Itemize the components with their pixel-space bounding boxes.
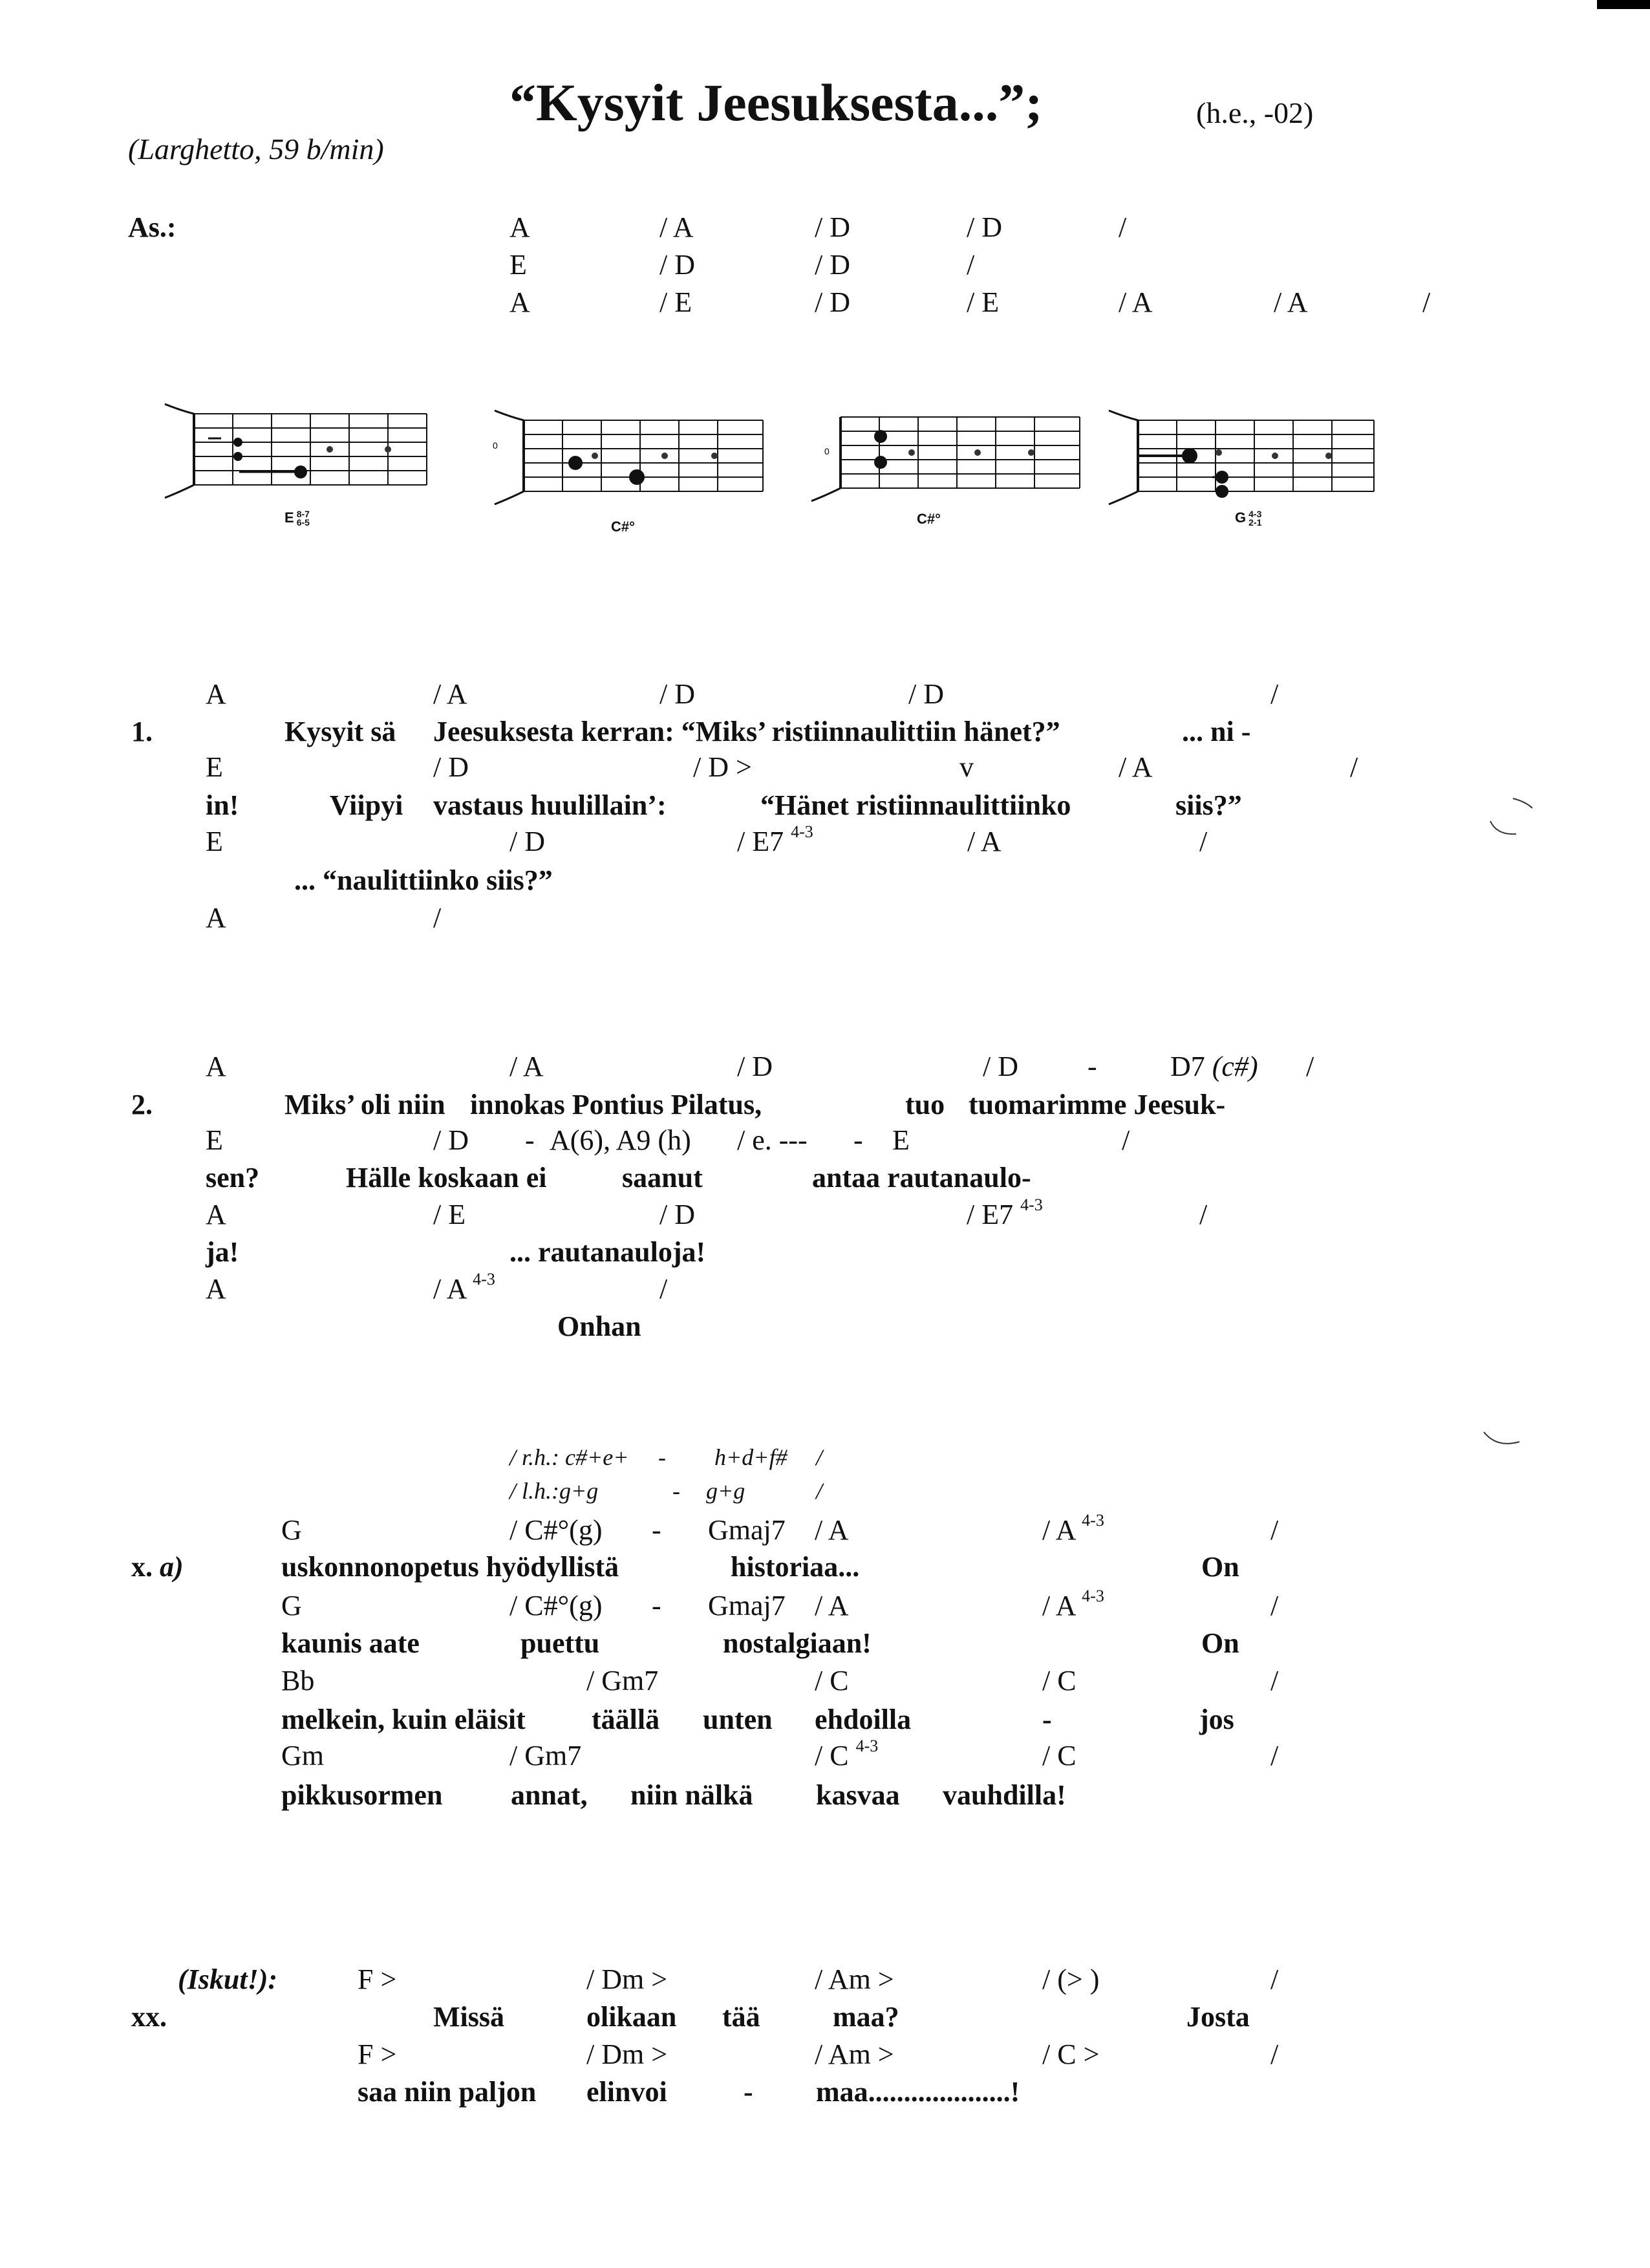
chord: A bbox=[206, 1199, 226, 1230]
right-hand-note: h+d+f# bbox=[714, 1444, 788, 1470]
chord: A bbox=[206, 678, 226, 710]
lyric: siis?” bbox=[1175, 789, 1242, 821]
lyric: annat, bbox=[511, 1779, 588, 1811]
left-hand-note: g+g bbox=[706, 1478, 745, 1504]
chord: E bbox=[206, 826, 223, 857]
chord: / E bbox=[659, 286, 692, 318]
stroke-mark: v bbox=[959, 751, 974, 783]
bar-line: / bbox=[1306, 1051, 1314, 1082]
lyric: elinvoi bbox=[586, 2076, 667, 2108]
lyric: saanut bbox=[622, 1162, 703, 1193]
suspension: 4-3 bbox=[1082, 1587, 1104, 1605]
chord: F > bbox=[358, 1963, 397, 1995]
lyric: jos bbox=[1199, 1704, 1234, 1735]
lyric: kasvaa bbox=[816, 1779, 900, 1811]
bar-line: / bbox=[1270, 1665, 1279, 1696]
diagram-chord-name: C#° bbox=[611, 519, 635, 535]
chord: / D bbox=[815, 249, 850, 281]
diagram-label bbox=[284, 509, 310, 527]
lyric: antaa rautanaulo- bbox=[812, 1162, 1031, 1193]
chord: D7 bbox=[1170, 1051, 1205, 1082]
song-title: “Kysyit Jeesuksesta...”; bbox=[509, 73, 1043, 132]
bar-line: / bbox=[816, 1478, 823, 1504]
lyric: On bbox=[1201, 1627, 1239, 1659]
chord: / Gm7 bbox=[509, 1740, 582, 1771]
lyric: kaunis aate bbox=[281, 1627, 420, 1659]
chord: Gmaj7 bbox=[708, 1590, 786, 1621]
chord: / D bbox=[815, 211, 850, 243]
diagram-label bbox=[1235, 509, 1261, 527]
lyric: Josta bbox=[1186, 2001, 1250, 2033]
bar-line: / bbox=[1270, 1590, 1279, 1621]
dash: - bbox=[853, 1124, 863, 1156]
dash: - bbox=[1042, 1704, 1052, 1735]
bar-line: / bbox=[1350, 751, 1358, 783]
fingering-bottom: 6-5 bbox=[296, 517, 310, 528]
author-note: (h.e., -02) bbox=[1196, 96, 1314, 129]
fingering-top: 8-7 bbox=[296, 509, 310, 520]
chord: A bbox=[509, 286, 530, 318]
chord: / D bbox=[509, 826, 545, 857]
bar-line: / bbox=[967, 249, 975, 281]
chord: / D bbox=[908, 678, 944, 710]
lyric: Kysyit sä bbox=[284, 716, 396, 747]
lyric: vauhdilla! bbox=[943, 1779, 1066, 1811]
bar-line: / bbox=[1270, 678, 1279, 710]
chord: / C bbox=[815, 1665, 849, 1696]
svg-text:0: 0 bbox=[824, 446, 830, 456]
chord: / D bbox=[659, 1199, 695, 1230]
bar-line: / bbox=[1119, 211, 1127, 243]
chord: / A bbox=[1042, 1590, 1075, 1621]
lyric: historiaa... bbox=[731, 1551, 860, 1583]
lyric: in! bbox=[206, 789, 239, 821]
suspension: 4-3 bbox=[791, 822, 813, 841]
diagram-chord-name: G bbox=[1235, 509, 1247, 526]
chord-diagram-csharp-dim-2 bbox=[808, 404, 1086, 533]
chord: / D bbox=[433, 751, 469, 783]
chord-diagram-g bbox=[1106, 407, 1390, 543]
bar-line: / bbox=[659, 1273, 668, 1305]
suspension: 4-3 bbox=[855, 1737, 879, 1755]
dash: - bbox=[525, 1124, 535, 1156]
lyric: melkein, kuin eläisit bbox=[281, 1704, 526, 1735]
chord: / A bbox=[815, 1514, 849, 1546]
chord: Gmaj7 bbox=[708, 1514, 786, 1546]
chord: E bbox=[206, 751, 223, 783]
chord-with-suspension bbox=[815, 1737, 879, 1771]
chord: / C bbox=[815, 1740, 849, 1771]
lyric: ehdoilla bbox=[815, 1704, 912, 1735]
chord: / C#°(g) bbox=[509, 1590, 603, 1621]
bar-line: / bbox=[1199, 1199, 1208, 1230]
bar-line: / bbox=[1270, 1963, 1279, 1995]
chord: / Dm > bbox=[586, 2038, 668, 2070]
lyric: vastaus huulillain’: bbox=[433, 789, 667, 821]
chord: Bb bbox=[281, 1665, 315, 1696]
chord bbox=[1170, 1053, 1258, 1081]
lyric: Jeesuksesta kerran: “Miks’ ristiinnaulittiin hänet?” bbox=[433, 716, 1060, 747]
dash: - bbox=[652, 1590, 661, 1621]
dash: - bbox=[1088, 1051, 1097, 1082]
bar-line: / bbox=[1270, 2038, 1279, 2070]
scan-curve-mark bbox=[1481, 1422, 1532, 1461]
lyric: tää bbox=[722, 2001, 760, 2033]
chord: E bbox=[509, 249, 527, 281]
chord: / A bbox=[967, 826, 1002, 857]
scan-edge-mark bbox=[1597, 0, 1650, 9]
lyric: olikaan bbox=[586, 2001, 677, 2033]
chord: / C > bbox=[1042, 2038, 1100, 2070]
right-hand-note: / r.h.: c#+e+ bbox=[509, 1444, 629, 1470]
chord-diagram-csharp-dim-1 bbox=[491, 407, 769, 543]
chord: / D > bbox=[693, 751, 752, 783]
lyric: sen? bbox=[206, 1162, 260, 1193]
suspension: 4-3 bbox=[1020, 1195, 1043, 1214]
chord: / A bbox=[433, 1273, 466, 1305]
chord: / D bbox=[433, 1124, 469, 1156]
lyric: täällä bbox=[592, 1704, 660, 1735]
chord: E bbox=[892, 1124, 910, 1156]
fretboard-g bbox=[1106, 407, 1390, 520]
lyric: tuo bbox=[905, 1089, 945, 1120]
bar-line: / bbox=[433, 902, 442, 934]
chord: / C bbox=[1042, 1665, 1077, 1696]
chord: / D bbox=[737, 1051, 773, 1082]
chord: / A bbox=[509, 1051, 544, 1082]
chord: A bbox=[206, 1273, 226, 1305]
section-number: xx. bbox=[131, 2001, 167, 2033]
diagram-chord-name: E bbox=[284, 509, 294, 526]
tempo-marking: (Larghetto, 59 b/min) bbox=[128, 133, 384, 166]
chord: / e. --- bbox=[737, 1124, 808, 1156]
dash: - bbox=[672, 1478, 680, 1504]
section-label: x. bbox=[131, 1551, 153, 1583]
verse-number: 2. bbox=[131, 1089, 153, 1120]
chord: / C#°(g) bbox=[509, 1514, 603, 1546]
lyric: unten bbox=[703, 1704, 773, 1735]
intro-label: As.: bbox=[128, 211, 177, 243]
chord-with-suspension bbox=[737, 822, 813, 857]
chord: / A bbox=[1042, 1514, 1075, 1546]
suspension: 4-3 bbox=[1082, 1511, 1104, 1530]
chord: / D bbox=[659, 678, 695, 710]
chord: / D bbox=[815, 286, 850, 318]
lyric: innokas Pontius Pilatus, bbox=[470, 1089, 762, 1120]
lyric: Miks’ oli niin bbox=[284, 1089, 445, 1120]
chord: / D bbox=[659, 249, 695, 281]
bass-note: (c#) bbox=[1212, 1051, 1258, 1082]
chord: / E7 bbox=[967, 1199, 1014, 1230]
bar-line: / bbox=[1270, 1740, 1279, 1771]
left-hand-note: / l.h.:g+g bbox=[509, 1478, 599, 1504]
lyric: On bbox=[1201, 1551, 1239, 1583]
lyric: “Hänet ristiinnaulittiinko bbox=[760, 789, 1071, 821]
bar-line: / bbox=[1422, 286, 1431, 318]
dash: - bbox=[744, 2076, 753, 2108]
section-number bbox=[131, 1553, 184, 1581]
lyric: Viipyi bbox=[330, 789, 403, 821]
chord: A bbox=[206, 1051, 226, 1082]
lyric: maa? bbox=[833, 2001, 899, 2033]
lyric: tuomarimme Jeesuk- bbox=[969, 1089, 1226, 1120]
chord: / E bbox=[433, 1199, 466, 1230]
fingering-top: 4-3 bbox=[1248, 509, 1262, 520]
lyric: ... “naulittiinko siis?” bbox=[294, 864, 553, 896]
bar-line: / bbox=[1122, 1124, 1130, 1156]
lyric: pikkusormen bbox=[281, 1779, 443, 1811]
chord: Gm bbox=[281, 1740, 324, 1771]
lyric: Onhan bbox=[557, 1311, 641, 1342]
chord: G bbox=[281, 1514, 302, 1546]
lyric: ... ni - bbox=[1182, 716, 1251, 747]
svg-text:0: 0 bbox=[493, 440, 498, 451]
chord: G bbox=[281, 1590, 302, 1621]
bar-line: / bbox=[1270, 1514, 1279, 1546]
suspension: 4-3 bbox=[473, 1270, 495, 1289]
chord-with-suspension bbox=[1042, 1511, 1104, 1546]
dash: - bbox=[652, 1514, 661, 1546]
lyric: saa niin paljon bbox=[358, 2076, 537, 2108]
chord: / A bbox=[1119, 751, 1153, 783]
dash: - bbox=[658, 1444, 666, 1470]
lyric: ja! bbox=[206, 1236, 239, 1268]
chord: / A bbox=[1274, 286, 1308, 318]
chord: / Am > bbox=[815, 2038, 894, 2070]
chord: / Gm7 bbox=[586, 1665, 659, 1696]
chord: / Am > bbox=[815, 1963, 894, 1995]
diagram-chord-name: C#° bbox=[917, 511, 941, 527]
chord: A bbox=[206, 902, 226, 934]
fretboard-csharp-dim-2 bbox=[808, 404, 1086, 514]
lyric: ... rautanauloja! bbox=[509, 1236, 706, 1268]
chord: / (> ) bbox=[1042, 1963, 1100, 1995]
chord: / A bbox=[815, 1590, 849, 1621]
lyric: puettu bbox=[520, 1627, 600, 1659]
scan-curve-mark bbox=[1487, 795, 1539, 847]
chord: / E7 bbox=[737, 826, 784, 857]
lyric: maa....................! bbox=[816, 2076, 1020, 2108]
chord: E bbox=[206, 1124, 223, 1156]
chord-with-suspension bbox=[433, 1270, 495, 1305]
fingering-bottom: 2-1 bbox=[1248, 517, 1262, 528]
chord: / D bbox=[983, 1051, 1018, 1082]
lyric: nostalgiaan! bbox=[723, 1627, 872, 1659]
chord: / D bbox=[967, 211, 1002, 243]
lyric: uskonnonopetus hyödyllistä bbox=[281, 1551, 619, 1583]
chord: / C bbox=[1042, 1740, 1077, 1771]
chord-with-suspension bbox=[967, 1195, 1043, 1230]
lyric: Hälle koskaan ei bbox=[346, 1162, 547, 1193]
fretboard-csharp-dim-1 bbox=[491, 407, 769, 517]
chord: A(6), A9 (h) bbox=[550, 1124, 691, 1156]
section-sub-label: a) bbox=[160, 1551, 184, 1583]
chord: / Dm > bbox=[586, 1963, 668, 1995]
chord: / A bbox=[659, 211, 694, 243]
bar-line: / bbox=[1199, 826, 1208, 857]
lyric: niin nälkä bbox=[630, 1779, 753, 1811]
chord: / A bbox=[1119, 286, 1153, 318]
verse-number: 1. bbox=[131, 716, 153, 747]
chord-with-suspension bbox=[1042, 1587, 1104, 1621]
lyric: Missä bbox=[433, 2001, 504, 2033]
chord-diagram-e bbox=[162, 401, 446, 530]
bar-line: / bbox=[816, 1444, 823, 1470]
section-label: (Iskut!): bbox=[178, 1963, 278, 1995]
chord: F > bbox=[358, 2038, 397, 2070]
chord: / E bbox=[967, 286, 1000, 318]
chord: A bbox=[509, 211, 530, 243]
chord: / A bbox=[433, 678, 467, 710]
